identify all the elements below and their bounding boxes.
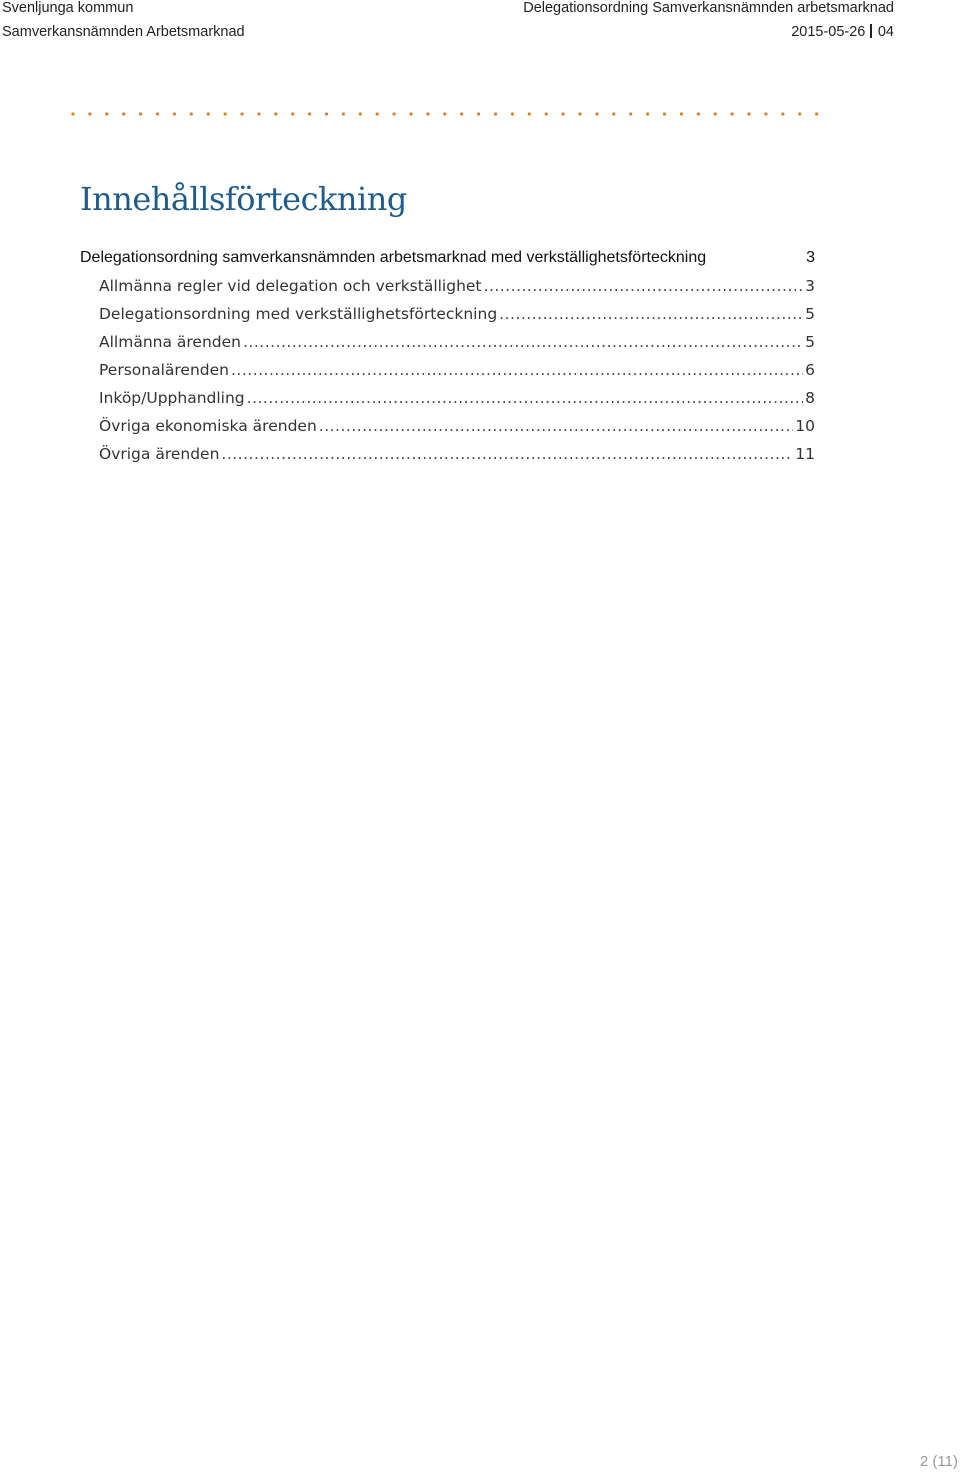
decorative-dot [359, 112, 362, 115]
toc-entry-page: 5 [805, 333, 815, 351]
toc-entry-page: 8 [805, 389, 815, 407]
decorative-dot [528, 112, 531, 115]
toc-entry-page: 5 [805, 305, 815, 323]
decorative-dot [190, 112, 193, 115]
decorative-dot [393, 112, 396, 115]
toc-entry-page: 10 [795, 417, 815, 435]
toc-entry-text: Övriga ärenden [99, 445, 220, 463]
toc-entry-text: Delegationsordning med verkställighetsförteckning [99, 305, 498, 323]
decorative-dot [646, 112, 649, 115]
toc-entry[interactable] [80, 300, 815, 328]
decorative-dot [663, 112, 666, 115]
decorative-dot [747, 112, 750, 115]
decorative-dot [156, 112, 159, 115]
toc-entry-list [80, 272, 815, 468]
toc-heading: Innehållsförteckning [80, 180, 407, 218]
decorative-dot [240, 112, 243, 115]
decorative-dot [781, 112, 784, 115]
toc-dot-leader [231, 356, 803, 384]
decorative-dot [173, 112, 176, 115]
decorative-dot [578, 112, 581, 115]
decorative-dot [494, 112, 497, 115]
decorative-dot [697, 112, 700, 115]
toc-dot-leader [221, 440, 793, 468]
toc-entry[interactable] [80, 440, 815, 468]
decorative-dot [477, 112, 480, 115]
toc-entry[interactable] [80, 384, 815, 412]
decorative-dot [460, 112, 463, 115]
decorative-dot [443, 112, 446, 115]
decorative-dot [815, 112, 818, 115]
decorative-dot-line [67, 110, 827, 118]
toc-entry-page: 11 [795, 445, 815, 463]
decorative-dot [511, 112, 514, 115]
decorative-dot [612, 112, 615, 115]
decorative-dot [764, 112, 767, 115]
decorative-dot [731, 112, 734, 115]
toc-top-entry-page: 3 [806, 249, 815, 266]
toc-entry-page: 6 [805, 361, 815, 379]
toc-entry[interactable] [80, 328, 815, 356]
header-document-title: Delegationsordning Samverkansnämnden arbetsmarknad [523, 0, 894, 16]
decorative-dot [426, 112, 429, 115]
toc-dot-leader [484, 272, 804, 300]
decorative-dot [224, 112, 227, 115]
decorative-dot [139, 112, 142, 115]
decorative-dot [207, 112, 210, 115]
decorative-dot [409, 112, 412, 115]
header-reference: 04 [877, 24, 894, 40]
toc-entry-text: Övriga ekonomiska ärenden [99, 417, 317, 435]
toc-dot-leader [319, 412, 794, 440]
toc-top-entry[interactable] [80, 244, 815, 272]
decorative-dot [595, 112, 598, 115]
decorative-dot [376, 112, 379, 115]
table-of-contents [80, 244, 815, 468]
toc-entry[interactable] [80, 356, 815, 384]
page-number: 2 (11) [919, 1453, 958, 1470]
toc-entry-page: 3 [805, 277, 815, 295]
decorative-dot [122, 112, 125, 115]
toc-entry[interactable] [80, 412, 815, 440]
decorative-dot [545, 112, 548, 115]
toc-top-entry-text: Delegationsordning samverkansnämnden arbetsmarknad med verkställighetsförteckning [80, 249, 707, 266]
decorative-dot [105, 112, 108, 115]
header-separator [870, 24, 872, 38]
header-date: 2015-05-26 [791, 24, 866, 40]
toc-entry-text: Allmänna regler vid delegation och verkställighet [99, 277, 482, 295]
decorative-dot [257, 112, 260, 115]
decorative-dot [291, 112, 294, 115]
toc-entry-text: Personalärenden [99, 361, 229, 379]
header-date-ref [791, 24, 894, 40]
toc-entry[interactable] [80, 272, 815, 300]
toc-entry-text: Allmänna ärenden [99, 333, 241, 351]
decorative-dot [308, 112, 311, 115]
decorative-dot [629, 112, 632, 115]
toc-dot-leader [243, 328, 803, 356]
decorative-dot [71, 112, 74, 115]
decorative-dot [562, 112, 565, 115]
decorative-dot [714, 112, 717, 115]
toc-dot-leader [499, 300, 803, 328]
toc-dot-leader [247, 384, 803, 412]
decorative-dot [325, 112, 328, 115]
decorative-dot [88, 112, 91, 115]
decorative-dot [680, 112, 683, 115]
decorative-dot [798, 112, 801, 115]
decorative-dot [342, 112, 345, 115]
decorative-dot [274, 112, 277, 115]
toc-entry-text: Inköp/Upphandling [99, 389, 245, 407]
header-committee: Samverkansnämnden Arbetsmarknad [2, 24, 245, 40]
header-organization: Svenljunga kommun [2, 0, 134, 16]
